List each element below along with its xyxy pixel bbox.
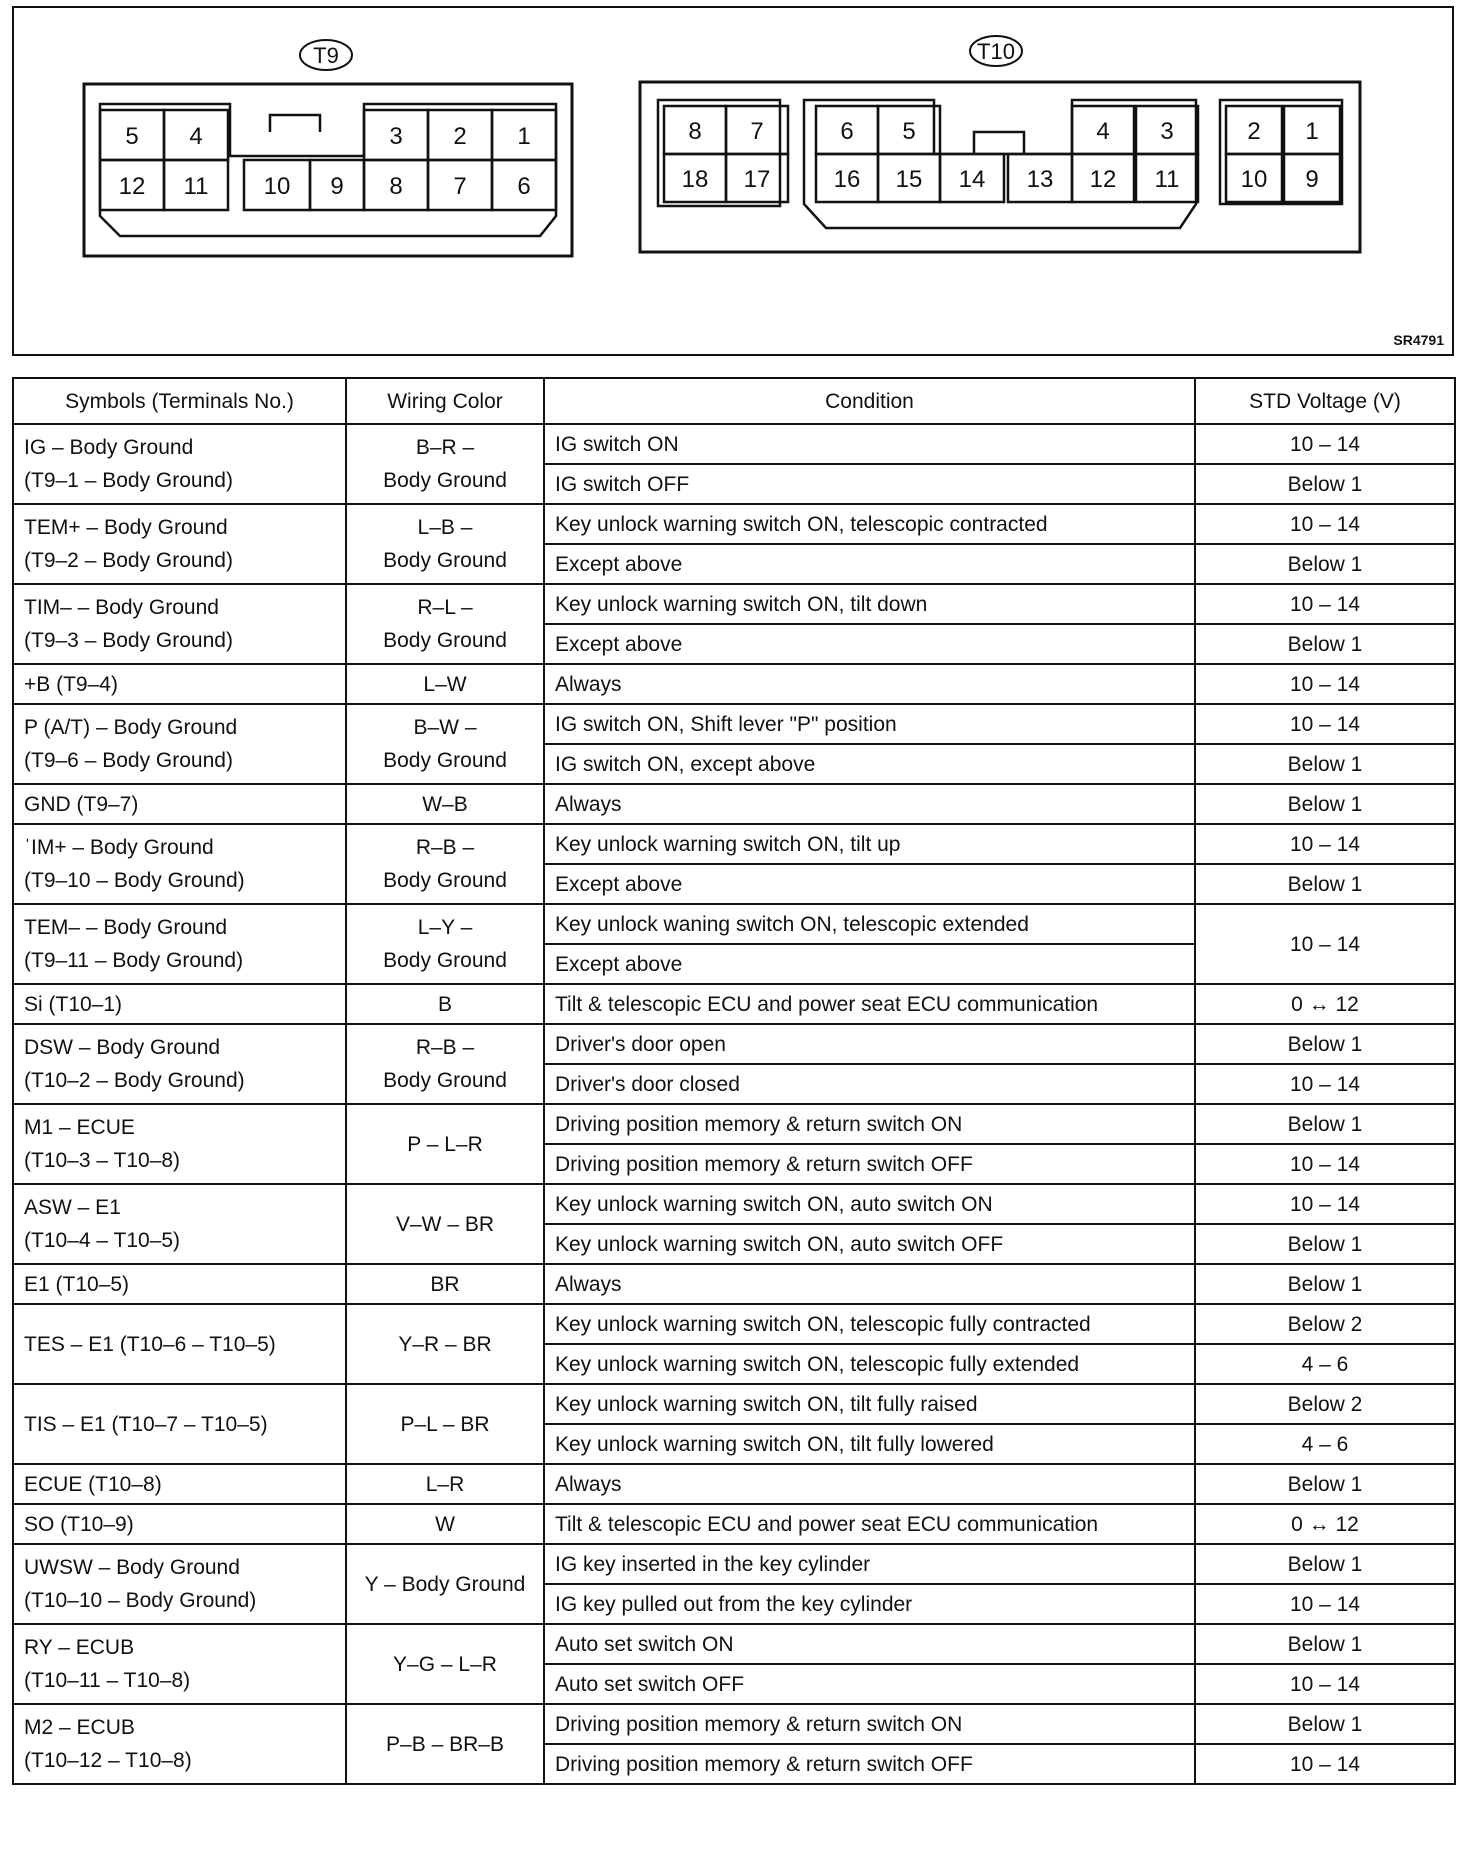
table-row (13, 1704, 1455, 1744)
std-voltage-cell: 10 – 14 (1195, 904, 1455, 984)
table-row (13, 1544, 1455, 1584)
table-row (13, 504, 1455, 544)
wiring-color-line: L–W (423, 672, 467, 696)
table-row (13, 1264, 1455, 1304)
condition-cell: Driver's door open (544, 1024, 1195, 1064)
std-voltage-cell: Below 1 (1195, 744, 1455, 784)
wiring-color-line: Y – Body Ground (364, 1572, 526, 1596)
condition-cell: Key unlock waning switch ON, telescopic extended (544, 904, 1195, 944)
condition-cell: IG switch ON (544, 424, 1195, 464)
wiring-color-cell (346, 904, 544, 984)
symbol-cell (13, 784, 346, 824)
std-voltage-cell: Below 1 (1195, 1704, 1455, 1744)
header-symbols: Symbols (Terminals No.) (13, 378, 346, 424)
pin-number: 7 (750, 118, 764, 145)
header-condition: Condition (544, 378, 1195, 424)
condition-cell: Key unlock warning switch ON, tilt fully lowered (544, 1424, 1195, 1464)
symbol-line: DSW – Body Ground (24, 1036, 221, 1059)
symbol-line: TIM– – Body Ground (24, 596, 219, 619)
table-row (13, 1104, 1455, 1144)
symbol-line: TES – E1 (T10–6 – T10–5) (24, 1332, 276, 1356)
header-wiring-color: Wiring Color (346, 378, 544, 424)
wiring-color-line: BR (430, 1272, 460, 1296)
wiring-color-line: Body Ground (383, 469, 507, 492)
symbol-line: (T10–2 – Body Ground) (24, 1069, 245, 1092)
pin-number: 6 (840, 118, 854, 145)
table-row (13, 1504, 1455, 1544)
condition-cell: Always (544, 784, 1195, 824)
condition-cell: Key unlock warning switch ON, tilt up (544, 824, 1195, 864)
symbol-cell (13, 1384, 346, 1464)
symbol-line: Si (T10–1) (24, 992, 123, 1016)
symbol-cell (13, 1184, 346, 1264)
pin-number: 16 (833, 166, 861, 193)
symbol-cell (13, 1464, 346, 1504)
t9-label-text: T9 (313, 43, 339, 68)
table-row (13, 424, 1455, 464)
symbol-line: M2 – ECUB (24, 1716, 135, 1739)
wiring-color-line: Y–R – BR (398, 1332, 492, 1356)
wiring-color-line: Y–G – L–R (393, 1652, 497, 1676)
symbol-line: ASW – E1 (24, 1196, 121, 1219)
wiring-color-line: W–B (422, 792, 468, 816)
pin-number: 14 (958, 166, 986, 193)
symbol-cell (13, 1104, 346, 1184)
std-voltage-cell: 10 – 14 (1195, 424, 1455, 464)
table-row (13, 1024, 1455, 1064)
pin-number: 18 (681, 166, 709, 193)
symbol-cell (13, 904, 346, 984)
connector-diagram (12, 6, 1454, 356)
wiring-color-cell (346, 424, 544, 504)
symbol-line: (T9–11 – Body Ground) (24, 949, 244, 972)
pin-number: 7 (453, 173, 467, 200)
table-row (13, 904, 1455, 944)
symbol-cell (13, 704, 346, 784)
symbol-cell (13, 1264, 346, 1304)
symbol-line: M1 – ECUE (24, 1116, 135, 1139)
symbol-line: +B (T9–4) (24, 672, 118, 696)
symbol-line: (T9–10 – Body Ground) (24, 869, 245, 892)
figure-code: SR4791 (1393, 332, 1444, 348)
table-row (13, 984, 1455, 1024)
pin-number: 8 (389, 173, 403, 200)
t10-pins (664, 106, 1340, 202)
wiring-color-line: B (437, 992, 452, 1016)
symbol-cell (13, 584, 346, 664)
connector-drawing (14, 8, 1456, 358)
wiring-color-cell (346, 1024, 544, 1104)
wiring-color-line: Body Ground (383, 949, 507, 972)
symbol-line: UWSW – Body Ground (24, 1556, 240, 1579)
wiring-color-cell (346, 984, 544, 1024)
wiring-color-line: V–W – BR (395, 1212, 495, 1236)
condition-cell: Except above (544, 544, 1195, 584)
wiring-color-cell (346, 824, 544, 904)
condition-cell: Driving position memory & return switch OFF (544, 1144, 1195, 1184)
pin-number: 2 (453, 123, 467, 150)
condition-cell: Driving position memory & return switch ON (544, 1704, 1195, 1744)
pin-number: 2 (1247, 118, 1261, 145)
wiring-color-cell (346, 1704, 544, 1784)
symbol-cell (13, 1624, 346, 1704)
condition-cell: Driving position memory & return switch ON (544, 1104, 1195, 1144)
condition-cell: Always (544, 664, 1195, 704)
condition-cell: Driver's door closed (544, 1064, 1195, 1104)
wiring-color-line: R–B – (415, 1036, 475, 1059)
pin-number: 9 (1305, 166, 1319, 193)
pin-number: 9 (330, 173, 344, 200)
wiring-color-cell (346, 1464, 544, 1504)
wiring-color-cell (346, 504, 544, 584)
condition-cell: Except above (544, 864, 1195, 904)
symbol-line: E1 (T10–5) (24, 1272, 130, 1296)
condition-cell: Key unlock warning switch ON, auto switch OFF (544, 1224, 1195, 1264)
std-voltage-cell: Below 1 (1195, 464, 1455, 504)
wiring-color-line: P–B – BR–B (386, 1732, 504, 1756)
pin-number: 4 (1096, 118, 1110, 145)
symbol-line: TEM+ – Body Ground (24, 516, 228, 539)
condition-cell: IG key pulled out from the key cylinder (544, 1584, 1195, 1624)
symbol-line: GND (T9–7) (24, 792, 139, 816)
wiring-color-line: P – L–R (407, 1132, 483, 1156)
wiring-color-line: B–W – (413, 716, 477, 739)
symbol-cell (13, 1304, 346, 1384)
wiring-color-cell (346, 784, 544, 824)
pin-number: 4 (189, 123, 203, 150)
symbol-line: (T10–3 – T10–8) (24, 1149, 181, 1172)
std-voltage-cell: Below 1 (1195, 1104, 1455, 1144)
pin-number: 3 (1160, 118, 1174, 145)
condition-cell: Except above (544, 624, 1195, 664)
condition-cell: Except above (544, 944, 1195, 984)
wiring-color-line: B–R – (415, 436, 475, 459)
table-row (13, 1624, 1455, 1664)
pin-number: 8 (688, 118, 702, 145)
pin-number: 11 (183, 173, 209, 200)
wiring-color-cell (346, 1384, 544, 1464)
table-row (13, 1304, 1455, 1344)
wiring-color-line: Body Ground (383, 869, 507, 892)
std-voltage-cell: 10 – 14 (1195, 1144, 1455, 1184)
wiring-color-line: L–B – (417, 516, 473, 539)
wiring-color-line: Body Ground (383, 749, 507, 772)
t10-label-text: T10 (977, 39, 1015, 64)
pin-number: 13 (1026, 166, 1054, 193)
symbol-cell (13, 424, 346, 504)
pin-number: 1 (1305, 118, 1319, 145)
pin-number: 6 (517, 173, 531, 200)
condition-cell: Key unlock warning switch ON, auto switch ON (544, 1184, 1195, 1224)
std-voltage-cell: 0 ↔ 12 (1195, 1504, 1455, 1544)
wiring-color-line: R–L – (417, 596, 473, 619)
table-row (13, 824, 1455, 864)
condition-cell: IG key inserted in the key cylinder (544, 1544, 1195, 1584)
std-voltage-cell: 4 – 6 (1195, 1344, 1455, 1384)
symbol-line: (T10–12 – T10–8) (24, 1749, 192, 1772)
wiring-color-line: W (435, 1512, 455, 1536)
symbol-cell (13, 1704, 346, 1784)
std-voltage-cell: 10 – 14 (1195, 1584, 1455, 1624)
table-row (13, 664, 1455, 704)
wiring-color-line: Body Ground (383, 1069, 507, 1092)
symbol-line: (T10–10 – Body Ground) (24, 1589, 257, 1612)
condition-cell: Key unlock warning switch ON, telescopic fully extended (544, 1344, 1195, 1384)
header-std-voltage: STD Voltage (V) (1195, 378, 1455, 424)
condition-cell: Key unlock warning switch ON, tilt down (544, 584, 1195, 624)
pin-number: 10 (263, 173, 291, 200)
t9-pins (100, 110, 556, 210)
pin-number: 5 (125, 123, 139, 150)
symbol-cell (13, 984, 346, 1024)
condition-cell: IG switch OFF (544, 464, 1195, 504)
condition-cell: Auto set switch OFF (544, 1664, 1195, 1704)
wiring-color-line: Body Ground (383, 549, 507, 572)
std-voltage-cell: 10 – 14 (1195, 1184, 1455, 1224)
condition-cell: Auto set switch ON (544, 1624, 1195, 1664)
symbol-cell (13, 1504, 346, 1544)
t10-connector (640, 82, 1360, 252)
symbol-line: (T9–3 – Body Ground) (24, 629, 233, 652)
symbol-line: (T10–4 – T10–5) (24, 1229, 181, 1252)
symbol-line: TIS – E1 (T10–7 – T10–5) (24, 1412, 268, 1436)
pin-number: 12 (118, 173, 146, 200)
pin-number: 17 (743, 166, 771, 193)
std-voltage-cell: Below 1 (1195, 864, 1455, 904)
symbol-cell (13, 824, 346, 904)
table-row (13, 784, 1455, 824)
wiring-color-cell (346, 1544, 544, 1624)
table-body (13, 424, 1455, 1784)
pin-number: 15 (895, 166, 923, 193)
wiring-color-cell (346, 1624, 544, 1704)
symbol-cell (13, 504, 346, 584)
pin-number: 10 (1240, 166, 1268, 193)
table-row (13, 1384, 1455, 1424)
symbol-line: (T9–2 – Body Ground) (24, 549, 233, 572)
wiring-color-cell (346, 584, 544, 664)
symbol-cell (13, 1024, 346, 1104)
symbol-line: P (A/T) – Body Ground (24, 716, 238, 739)
pin-number: 12 (1089, 166, 1117, 193)
condition-cell: IG switch ON, Shift lever "P" position (544, 704, 1195, 744)
std-voltage-cell: Below 1 (1195, 544, 1455, 584)
condition-cell: Always (544, 1464, 1195, 1504)
condition-cell: Tilt & telescopic ECU and power seat ECU communication (544, 984, 1195, 1024)
symbol-line: (T9–6 – Body Ground) (24, 749, 233, 772)
std-voltage-cell: 10 – 14 (1195, 1664, 1455, 1704)
condition-cell: Key unlock warning switch ON, tilt fully raised (544, 1384, 1195, 1424)
condition-cell: IG switch ON, except above (544, 744, 1195, 784)
wiring-color-cell (346, 1104, 544, 1184)
wiring-color-cell (346, 1504, 544, 1544)
condition-cell: Key unlock warning switch ON, telescopic contracted (544, 504, 1195, 544)
std-voltage-cell: Below 1 (1195, 784, 1455, 824)
symbol-line: RY – ECUB (24, 1636, 135, 1659)
wiring-color-line: L–R (425, 1472, 465, 1496)
table-header-row (13, 378, 1455, 424)
std-voltage-cell: Below 1 (1195, 1624, 1455, 1664)
pin-number: 1 (517, 123, 531, 150)
symbol-line: SO (T10–9) (24, 1512, 134, 1536)
t9-connector (84, 84, 572, 256)
std-voltage-cell: Below 1 (1195, 1264, 1455, 1304)
condition-cell: Driving position memory & return switch OFF (544, 1744, 1195, 1784)
std-voltage-cell: 0 ↔ 12 (1195, 984, 1455, 1024)
std-voltage-cell: Below 1 (1195, 1544, 1455, 1584)
std-voltage-cell: Below 1 (1195, 624, 1455, 664)
table-row (13, 1184, 1455, 1224)
wiring-color-cell (346, 1264, 544, 1304)
std-voltage-cell: Below 1 (1195, 1224, 1455, 1264)
std-voltage-cell: 10 – 14 (1195, 1744, 1455, 1784)
std-voltage-cell: Below 1 (1195, 1464, 1455, 1504)
condition-cell: Tilt & telescopic ECU and power seat ECU communication (544, 1504, 1195, 1544)
wiring-color-line: Body Ground (383, 629, 507, 652)
wiring-color-cell (346, 1184, 544, 1264)
t10-label (970, 36, 1022, 66)
std-voltage-cell: 10 – 14 (1195, 504, 1455, 544)
wiring-color-cell (346, 704, 544, 784)
condition-cell: Key unlock warning switch ON, telescopic fully contracted (544, 1304, 1195, 1344)
std-voltage-cell: Below 1 (1195, 1024, 1455, 1064)
wiring-color-cell (346, 1304, 544, 1384)
terminal-voltage-table (12, 377, 1456, 1785)
table-row (13, 704, 1455, 744)
wiring-color-cell (346, 664, 544, 704)
symbol-cell (13, 664, 346, 704)
pin-number: 3 (389, 123, 403, 150)
std-voltage-cell: 10 – 14 (1195, 664, 1455, 704)
std-voltage-cell: 10 – 14 (1195, 584, 1455, 624)
symbol-line: IG – Body Ground (24, 436, 194, 459)
t9-label (300, 40, 352, 70)
symbol-line: (T10–11 – T10–8) (24, 1669, 191, 1692)
symbol-cell (13, 1544, 346, 1624)
wiring-color-line: P–L – BR (400, 1412, 490, 1436)
condition-cell: Always (544, 1264, 1195, 1304)
symbol-line: (T9–1 – Body Ground) (24, 469, 233, 492)
pin-number: 5 (902, 118, 916, 145)
wiring-color-line: R–B – (415, 836, 475, 859)
table-row (13, 1464, 1455, 1504)
symbol-line: TEM– – Body Ground (24, 916, 228, 939)
std-voltage-cell: 10 – 14 (1195, 1064, 1455, 1104)
std-voltage-cell: 4 – 6 (1195, 1424, 1455, 1464)
symbol-line: ˈIM+ – Body Ground (24, 836, 214, 859)
std-voltage-cell: Below 2 (1195, 1304, 1455, 1344)
std-voltage-cell: 10 – 14 (1195, 824, 1455, 864)
wiring-color-line: L–Y – (417, 916, 473, 939)
symbol-line: ECUE (T10–8) (24, 1472, 162, 1496)
std-voltage-cell: Below 2 (1195, 1384, 1455, 1424)
pin-number: 11 (1154, 166, 1180, 193)
std-voltage-cell: 10 – 14 (1195, 704, 1455, 744)
table-row (13, 584, 1455, 624)
